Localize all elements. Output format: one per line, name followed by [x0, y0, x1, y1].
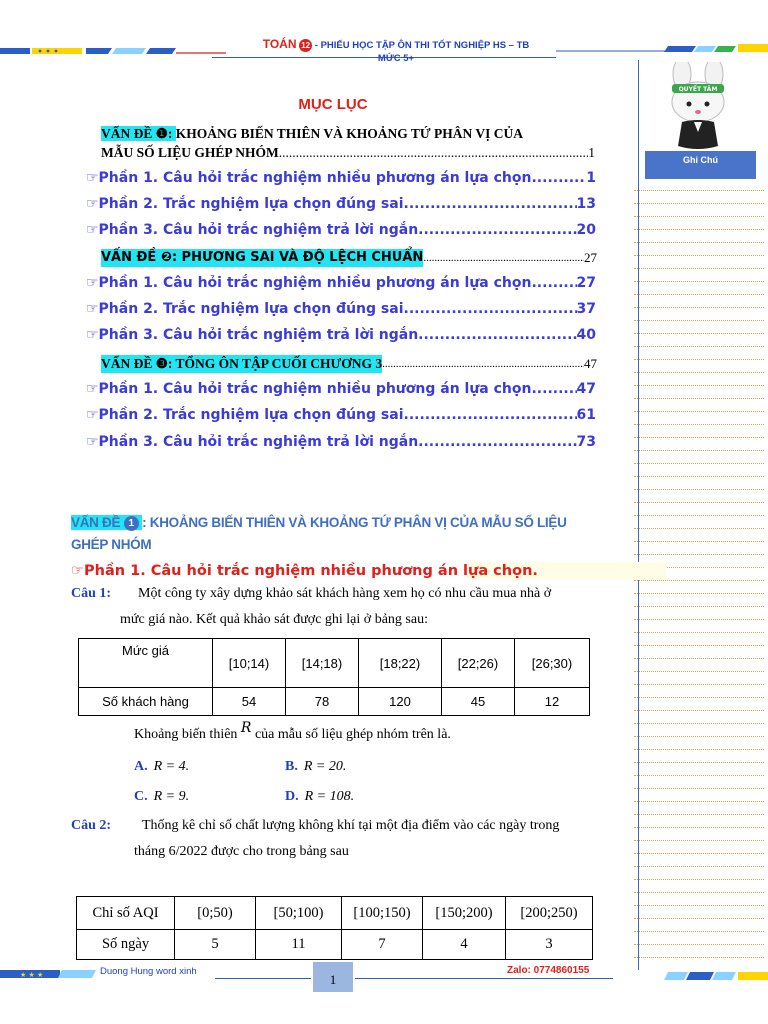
note-column-label: Ghi Chú — [645, 151, 756, 179]
table-cell: 120 — [359, 688, 442, 716]
note-line — [634, 619, 764, 620]
note-line — [634, 515, 764, 516]
note-line — [634, 749, 764, 750]
note-line — [634, 658, 764, 659]
subject-label: TOÁN — [262, 37, 297, 51]
toc-v1-label-a: VẤN ĐỀ ❶: — [101, 126, 176, 141]
note-line — [634, 892, 764, 893]
toc-leader-dots — [531, 273, 576, 293]
toc-leader-dots — [418, 432, 576, 452]
note-line — [634, 528, 764, 529]
table-row — [77, 897, 593, 930]
note-line — [634, 866, 764, 867]
toc-part-page: 20 — [576, 222, 596, 238]
table-cell: 7 — [342, 930, 423, 960]
table-cell: 3 — [506, 930, 593, 960]
table-cell: [50;100) — [256, 897, 342, 930]
note-line — [634, 320, 764, 321]
note-line — [634, 268, 764, 269]
question-2-line2: tháng 6/2022 được cho trong bảng sau — [134, 844, 349, 859]
footer-rule-right — [355, 978, 613, 979]
table-cell: 45 — [442, 688, 515, 716]
table-cell: [10;14) — [213, 639, 286, 688]
toc-leader-dots — [531, 379, 576, 399]
question-2-label: Câu 2: — [71, 818, 112, 833]
note-line — [634, 801, 764, 802]
note-line — [634, 190, 764, 191]
table-cell: [0;50) — [175, 897, 256, 930]
toc-part-label: ☞Phần 3. Câu hỏi trắc nghiệm trả lời ngắn — [86, 327, 419, 343]
note-line — [634, 307, 764, 308]
footer-author: Duong Hung word xinh — [100, 966, 197, 977]
toc-entry-v1-part1[interactable] — [86, 168, 596, 188]
toc-leader-dots — [404, 299, 577, 319]
page-header — [226, 38, 566, 65]
note-line — [634, 489, 764, 490]
toc-v1-page: 1 — [588, 145, 595, 160]
note-line — [634, 697, 764, 698]
table-cell: 5 — [175, 930, 256, 960]
note-line — [634, 398, 764, 399]
note-line — [634, 775, 764, 776]
table-header-cell: Chỉ số AQI — [77, 897, 175, 930]
question-1-prompt-a: Khoảng biến thiên — [134, 727, 238, 742]
toc-entry-v2-part1[interactable] — [86, 273, 596, 293]
table-cell: [150;200) — [423, 897, 506, 930]
page-number-box — [313, 962, 353, 992]
note-line — [634, 710, 764, 711]
question-2-line1: Thống kê chỉ số chất lượng không khí tại một địa điểm vào các ngày trong — [142, 818, 560, 833]
note-line — [634, 437, 764, 438]
toc-entry-v3-part3[interactable] — [86, 432, 596, 452]
note-line — [634, 736, 764, 737]
question-2-table — [76, 896, 593, 960]
note-line — [634, 762, 764, 763]
note-line — [634, 853, 764, 854]
toc-v1-label-b: KHOẢNG BIẾN THIÊN VÀ KHOẢNG TỨ PHÂN VỊ CỦA — [175, 126, 524, 141]
note-line — [634, 814, 764, 815]
note-line — [634, 372, 764, 373]
toc-part-label: ☞Phần 2. Trắc nghiệm lựa chọn đúng sai — [86, 407, 404, 423]
note-line — [634, 580, 764, 581]
toc-entry-v1-part2[interactable] — [86, 194, 596, 214]
toc-part-label: ☞Phần 1. Câu hỏi trắc nghiệm nhiều phương án lựa chọn — [86, 275, 532, 291]
note-line — [634, 385, 764, 386]
toc-part-page: 37 — [576, 301, 596, 317]
note-line — [634, 684, 764, 685]
note-line — [634, 645, 764, 646]
note-line — [634, 333, 764, 334]
option-text: R = 9. — [153, 789, 190, 804]
toc-leader-dots — [418, 220, 576, 240]
question-1-prompt-b: của mẫu số liệu ghép nhóm trên là. — [254, 727, 451, 742]
toc-entry-v3-part2[interactable] — [86, 405, 596, 425]
option-c[interactable] — [134, 789, 189, 805]
part-heading-text: ☞Phần 1. Câu hỏi trắc nghiệm nhiều phương án lựa chọn. — [71, 563, 538, 579]
header-decor-bar-right — [556, 44, 768, 53]
option-text: R = 4. — [153, 759, 190, 774]
table-cell: [100;150) — [342, 897, 423, 930]
toc-part-label: ☞Phần 3. Câu hỏi trắc nghiệm trả lời ngắn — [86, 222, 419, 238]
question-1-prompt — [134, 720, 451, 743]
note-line — [634, 606, 764, 607]
toc-entry-v1-part3[interactable] — [86, 220, 596, 240]
toc-leader-dots — [382, 354, 584, 373]
note-line — [634, 671, 764, 672]
table-header-cell: Số ngày — [77, 930, 175, 960]
section-heading — [71, 512, 591, 556]
note-line — [634, 541, 764, 542]
note-line — [634, 463, 764, 464]
table-cell: 11 — [256, 930, 342, 960]
question-1-table — [78, 638, 590, 716]
table-row — [79, 639, 590, 688]
question-2-text — [134, 813, 598, 865]
note-line — [634, 502, 764, 503]
header-decor-bar-left — [0, 46, 226, 55]
toc-part-label: ☞Phần 1. Câu hỏi trắc nghiệm nhiều phương án lựa chọn — [86, 381, 532, 397]
section-heading-label: VẤN ĐỀ — [71, 515, 121, 530]
footer-decor-bar-right — [664, 972, 768, 980]
toc-leader-dots — [531, 168, 586, 188]
toc-v2-label: VẤN ĐỀ ❷: PHƯƠNG SAI VÀ ĐỘ LỆCH CHUẨN — [101, 250, 424, 265]
question-1-label: Câu 1: — [71, 586, 112, 601]
note-line — [634, 281, 764, 282]
toc-part-page: 40 — [576, 327, 596, 343]
toc-part-page: 27 — [576, 275, 596, 291]
note-line — [634, 944, 764, 945]
note-line — [634, 203, 764, 204]
header-dash: - — [314, 40, 318, 51]
note-line — [634, 723, 764, 724]
footer-stars: ★ ★ ★ — [20, 971, 44, 978]
note-line — [634, 242, 764, 243]
footer-decor-bar-left — [0, 970, 96, 978]
toc-entry-v2-part3[interactable] — [86, 325, 596, 345]
toc-leader-dots — [279, 143, 588, 162]
table-row — [79, 688, 590, 716]
section-heading-title: : KHOẢNG BIẾN THIÊN VÀ KHOẢNG TỨ PHÂN VỊ CỦA MẪU SỐ LIỆU GHÉP NHÓM — [71, 515, 567, 552]
note-line — [634, 424, 764, 425]
toc-v3-page: 47 — [584, 356, 597, 371]
option-key: B. — [285, 759, 298, 774]
option-b[interactable] — [285, 759, 346, 775]
footer-rule-left — [215, 978, 311, 979]
part-heading — [71, 560, 597, 582]
note-line — [634, 632, 764, 633]
table-row — [77, 930, 593, 960]
option-text: R = 108. — [304, 789, 355, 804]
toc-entry-van-de-2[interactable] — [101, 248, 597, 267]
toc-leader-dots — [418, 325, 576, 345]
footer-contact: Zalo: 0774860155 — [507, 965, 590, 976]
table-header-cell: Số khách hàng — [79, 688, 213, 716]
question-1-line1: Một công ty xây dựng khảo sát khách hàng xem họ có nhu cầu mua nhà ở — [138, 586, 552, 601]
note-line — [634, 346, 764, 347]
toc-v2-page: 27 — [584, 250, 597, 265]
section-number-badge: 1 — [124, 516, 139, 531]
note-line — [634, 554, 764, 555]
toc-part-page: 61 — [576, 407, 596, 423]
toc-entry-van-de-1[interactable] — [101, 124, 595, 162]
table-cell: 12 — [515, 688, 590, 716]
question-1-text — [120, 581, 596, 633]
table-cell: 4 — [423, 930, 506, 960]
note-line — [634, 294, 764, 295]
table-cell: 78 — [286, 688, 359, 716]
toc-entry-v3-part1[interactable] — [86, 379, 596, 399]
toc-part-page: 13 — [576, 196, 596, 212]
note-line — [634, 593, 764, 594]
toc-part-page: 73 — [576, 434, 596, 450]
table-cell: [22;26) — [442, 639, 515, 688]
toc-part-label: ☞Phần 2. Trắc nghiệm lựa chọn đúng sai — [86, 301, 404, 317]
table-cell: 54 — [213, 688, 286, 716]
toc-part-page: 47 — [576, 381, 596, 397]
header-title-line2: MỨC 5+ — [377, 53, 415, 64]
toc-part-label: ☞Phần 2. Trắc nghiệm lựa chọn đúng sai — [86, 196, 404, 212]
header-title-line1: PHIẾU HỌC TẬP ÔN THI TỐT NGHIỆP HS – TB — [320, 40, 530, 51]
note-line — [634, 931, 764, 932]
toc-part-label: ☞Phần 3. Câu hỏi trắc nghiệm trả lời ngắn — [86, 434, 419, 450]
toc-leader-dots — [404, 405, 577, 425]
toc-entry-van-de-3[interactable] — [101, 354, 597, 373]
toc-v3-label: VẤN ĐỀ ❸: TỔNG ÔN TẬP CUỐI CHƯƠNG 3 — [101, 356, 383, 371]
grade-badge: 12 — [299, 39, 312, 52]
note-line — [634, 411, 764, 412]
option-text: R = 20. — [303, 759, 347, 774]
note-line — [634, 476, 764, 477]
note-line — [634, 918, 764, 919]
toc-leader-dots — [423, 248, 584, 267]
table-cell: [200;250) — [506, 897, 593, 930]
note-line — [634, 229, 764, 230]
note-line — [634, 788, 764, 789]
option-d[interactable] — [285, 789, 354, 805]
note-line — [634, 840, 764, 841]
option-key: C. — [134, 789, 148, 804]
question-1-prompt-var: R — [240, 720, 252, 736]
toc-leader-dots — [404, 194, 577, 214]
note-line — [634, 879, 764, 880]
note-line — [634, 957, 764, 958]
section-heading-highlight — [71, 515, 142, 530]
question-1-line2: mức giá nào. Kết quả khảo sát được ghi lại ở bảng sau: — [120, 612, 428, 627]
option-a[interactable] — [134, 759, 189, 775]
table-header-cell: Mức giá — [79, 639, 213, 688]
page-number: 1 — [329, 972, 337, 987]
note-line — [634, 450, 764, 451]
option-key: D. — [285, 789, 299, 804]
toc-v1-label-highlight — [101, 126, 176, 141]
note-line — [634, 255, 764, 256]
note-line — [634, 905, 764, 906]
toc-part-label: ☞Phần 1. Câu hỏi trắc nghiệm nhiều phương án lựa chọn — [86, 170, 532, 186]
table-cell: [14;18) — [286, 639, 359, 688]
note-line — [634, 827, 764, 828]
table-cell: [26;30) — [515, 639, 590, 688]
toc-v1-label-c: MẪU SỐ LIỆU GHÉP NHÓM — [101, 145, 279, 160]
table-cell: [18;22) — [359, 639, 442, 688]
note-line — [634, 359, 764, 360]
option-key: A. — [134, 759, 148, 774]
mascot-badge-text: QUYẾT TÂM — [678, 86, 718, 93]
toc-title: MỤC LỤC — [298, 96, 368, 113]
toc-part-page: 1 — [586, 170, 596, 186]
toc-entry-v2-part2[interactable] — [86, 299, 596, 319]
note-line — [634, 216, 764, 217]
